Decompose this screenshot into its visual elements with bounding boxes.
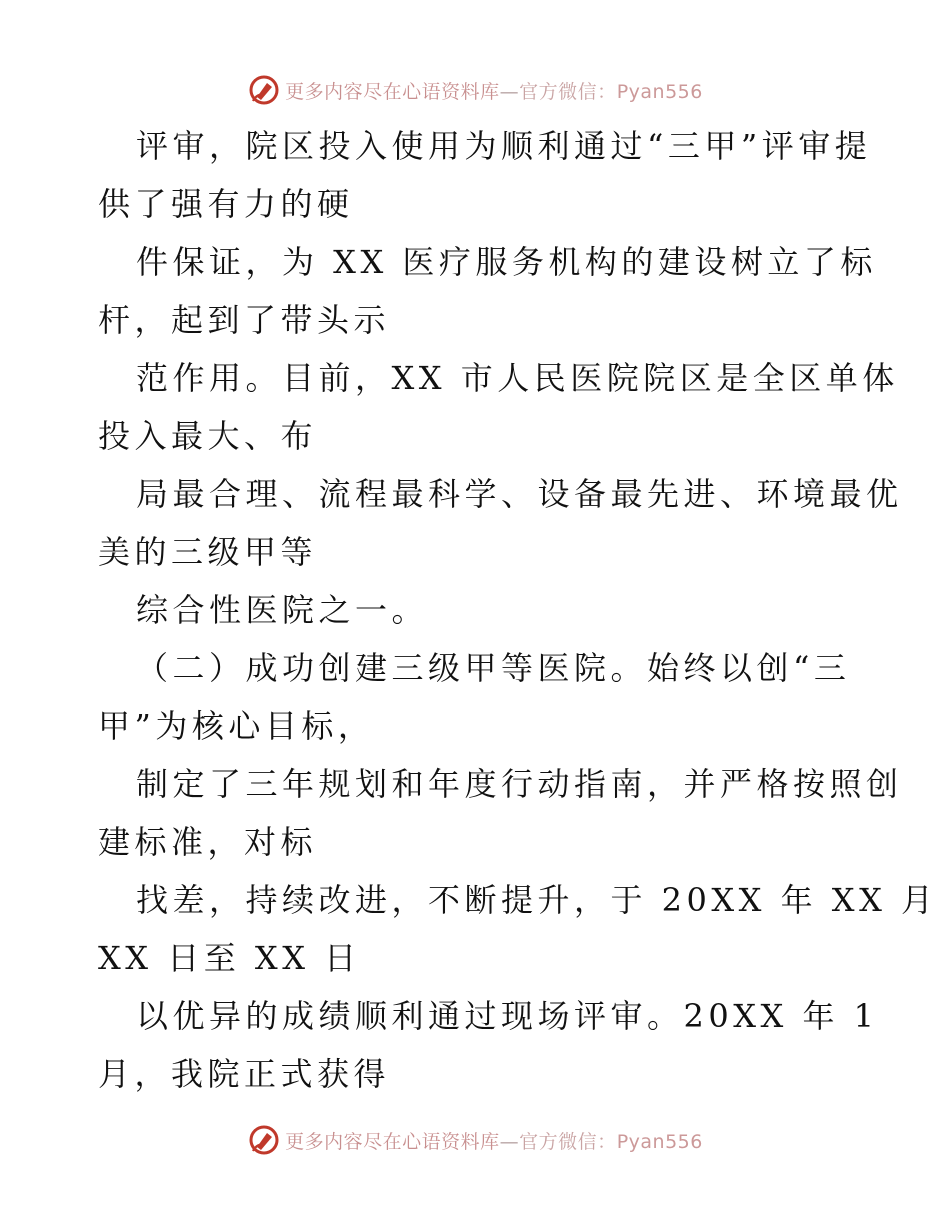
watermark-wechat-label: 官方微信： (519, 1130, 617, 1153)
watermark-wechat-id: Pyan556 (616, 1130, 703, 1153)
watermark-text (285, 77, 703, 104)
paragraph-line: 范作用。目前，XX 市人民医院院区是全区单体 (136, 359, 899, 397)
watermark-separator: — (499, 80, 520, 103)
watermark-main: 更多内容尽在心语资料库 (285, 1130, 500, 1153)
pen-nib-logo-icon (247, 1123, 281, 1157)
paragraph-line: 投入最大、布 (98, 417, 318, 455)
paragraph-line: 评审，院区投入使用为顺利通过“三甲”评审提 (136, 127, 872, 165)
paragraph-line: 杆，起到了带头示 (98, 301, 391, 339)
paragraph-line: 月，我院正式获得 (98, 1055, 391, 1093)
paragraph-line: 以优异的成绩顺利通过现场评审。20XX 年 1 (136, 997, 879, 1035)
paragraph-line: 建标准，对标 (98, 823, 318, 861)
paragraph-line: 件保证，为 XX 医疗服务机构的建设树立了标 (136, 243, 877, 281)
watermark-header (0, 70, 950, 110)
paragraph-line: 供了强有力的硬 (98, 185, 354, 223)
pen-nib-logo-icon (247, 73, 281, 107)
paragraph-line: 综合性医院之一。 (136, 591, 429, 629)
watermark-footer (0, 1120, 950, 1160)
paragraph-line: 美的三级甲等 (98, 533, 318, 571)
watermark-wechat-label: 官方微信： (519, 80, 617, 103)
paragraph-line: （二）成功创建三级甲等医院。始终以创“三 (136, 649, 851, 687)
paragraph-line: 甲”为核心目标， (98, 707, 375, 745)
paragraph-line: 局最合理、流程最科学、设备最先进、环境最优 (136, 475, 903, 513)
watermark-wechat-id: Pyan556 (616, 80, 703, 103)
watermark-separator: — (499, 1130, 520, 1153)
paragraph-line: 制定了三年规划和年度行动指南，并严格按照创 (136, 765, 903, 803)
watermark-text (285, 1127, 703, 1154)
paragraph-line: 找差，持续改进，不断提升，于 20XX 年 XX 月 (136, 881, 938, 919)
watermark-main: 更多内容尽在心语资料库 (285, 80, 500, 103)
paragraph-line: XX 日至 XX 日 (98, 939, 361, 977)
